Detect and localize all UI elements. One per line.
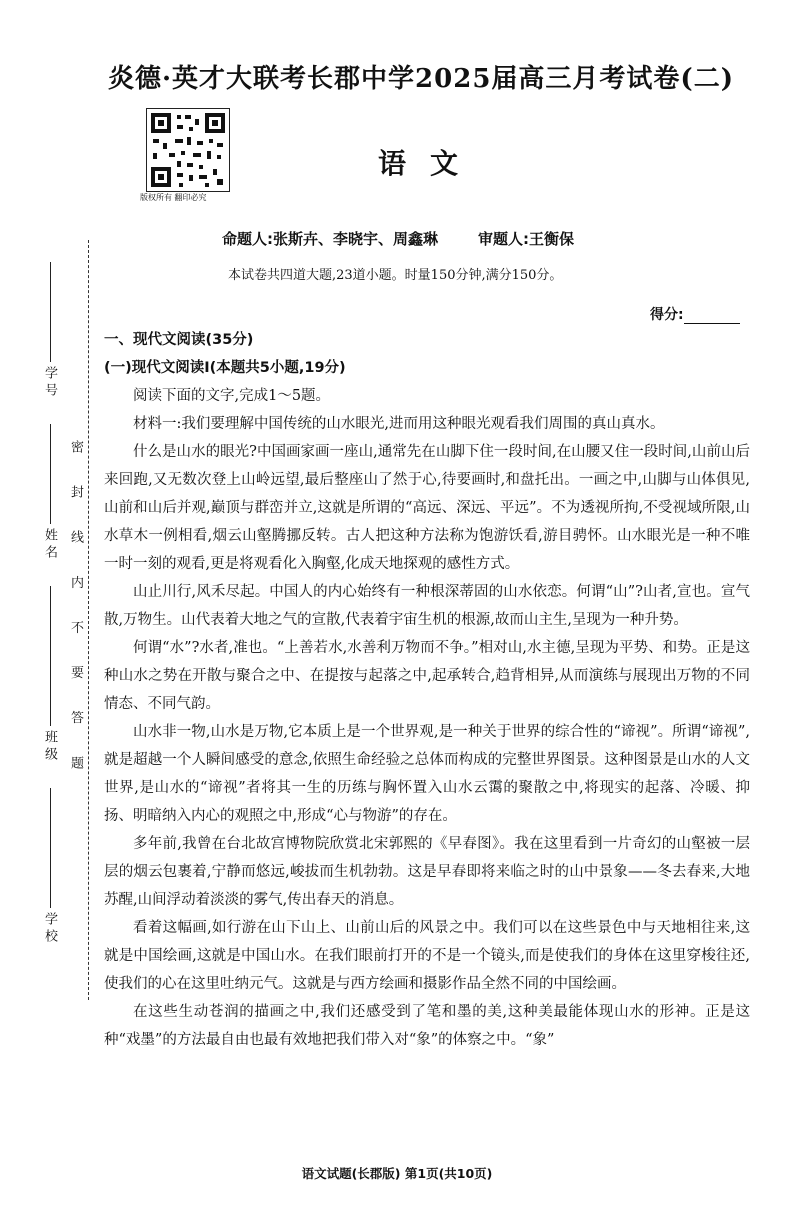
paragraph: 多年前,我曾在台北故宫博物院欣赏北宋郭熙的《早春图》。我在这里看到一片奇幻的山壑被一层层的烟云包裹着,宁静而悠远,峻拔而生机勃勃。这是早春即将来临之时的山中景象——冬去春来,大地苏醒,山间浮动着淡淡的雾气,传出春天的消息。 — [104, 836, 750, 908]
student-id-label: 学号 — [42, 366, 57, 400]
student-id-blank[interactable] — [50, 262, 51, 362]
name-label: 姓名 — [42, 528, 57, 562]
reviewer: 审题人:王衡保 — [478, 230, 575, 248]
paragraph: 山止川行,风禾尽起。中国人的内心始终有一种根深蒂固的山水依恋。何谓“山”?山者,宣也。宣气散,万物生。山代表着大地之气的宣散,代表着宇宙生机的根源,故而山主生,呈现为一种升势。 — [104, 584, 750, 628]
paragraph: 何谓“水”?水者,准也。“上善若水,水善利万物而不争。”相对山,水主德,呈现为平势、和势。正是这种山水之势在开散与聚合之中、在提按与起落之中,起承转合,趋背相异,从而演练与展现出万物的不同情态、不同气韵。 — [104, 640, 750, 712]
paragraph: 材料一:我们要理解中国传统的山水眼光,进而用这种眼光观看我们周围的真山真水。 — [133, 416, 665, 432]
school-label: 学校 — [42, 912, 57, 946]
instruction: 阅读下面的文字,完成1～5题。 — [133, 388, 331, 404]
section-title: 一、现代文阅读(35分) — [104, 332, 254, 348]
class-label: 班级 — [42, 730, 57, 764]
score-blank[interactable] — [684, 309, 740, 324]
exam-title: 炎德·英才大联考长郡中学2025届高三月考试卷(二) — [108, 64, 735, 94]
qr-code-icon — [146, 108, 230, 192]
seal-line-notice: 密 封 线 内 不 要 答 题 — [68, 440, 83, 783]
subsection-title: (一)现代文阅读Ⅰ(本题共5小题,19分) — [104, 360, 346, 376]
page-footer: 语文试题(长郡版) 第1页(共10页) — [301, 1166, 493, 1181]
score-field — [650, 304, 740, 324]
exam-note: 本试卷共四道大题,23道小题。时量150分钟,满分150分。 — [228, 268, 563, 283]
subject-title: 语文 — [378, 147, 483, 180]
paragraph: 山水非一物,山水是万物,它本质上是一个世界观,是一种关于世界的综合性的“谛视”。所谓“谛视”,就是超越一个人瞬间感受的意念,依照生命经验之总体而构成的完整世界图景。这种图景是山水的人文世界,是山水的“谛视”者将其一生的历练与胸怀置入山水云霭的聚散之中,将现实的起落、冷暖、抑扬、明暗纳入内心的观照之中,形成“心与物游”的存在。 — [104, 724, 750, 824]
authors-line — [222, 228, 574, 249]
paragraph: 什么是山水的眼光?中国画家画一座山,通常先在山脚下住一段时间,在山腰又住一段时间,山前山后来回跑,又无数次登上山岭远望,最后整座山了然于心,待要画时,和盘托出。一画之中,山脚与山体俱见,山前和山后并观,巅顶与群峦并立,这就是所谓的“高远、深远、平远”。不为透视所拘,不受视域所限,山水草木一例相看,烟云山壑腾挪反转。古人把这种方法称为饱游饫看,游目骋怀。山水眼光是一种不唯一时一刻的观看,更是将观看化入胸壑,化成天地探观的感性方式。 — [104, 444, 750, 572]
paragraph: 看着这幅画,如行游在山下山上、山前山后的风景之中。我们可以在这些景色中与天地相往来,这就是中国绘画,这就是中国山水。在我们眼前打开的不是一个镜头,而是使我们的身体在这里穿梭往还,使我们的心在这里吐纳元气。这就是与西方绘画和摄影作品全然不同的中国绘画。 — [104, 920, 750, 992]
paragraph: 在这些生动苍润的描画之中,我们还感受到了笔和墨的美,这种美最能体现山水的形神。正是这种“戏墨”的方法最自由也最有效地把我们带入对“象”的体察之中。“象” — [104, 1004, 750, 1048]
question-setters: 命题人:张斯卉、李晓宇、周鑫琳 — [222, 230, 439, 248]
name-blank[interactable] — [50, 424, 51, 524]
seal-line — [88, 240, 89, 1000]
school-blank[interactable] — [50, 788, 51, 908]
score-label: 得分: — [650, 307, 684, 323]
class-blank[interactable] — [50, 586, 51, 726]
qr-caption: 版权所有 翻印必究 — [140, 193, 207, 202]
reading-section — [104, 326, 750, 1054]
